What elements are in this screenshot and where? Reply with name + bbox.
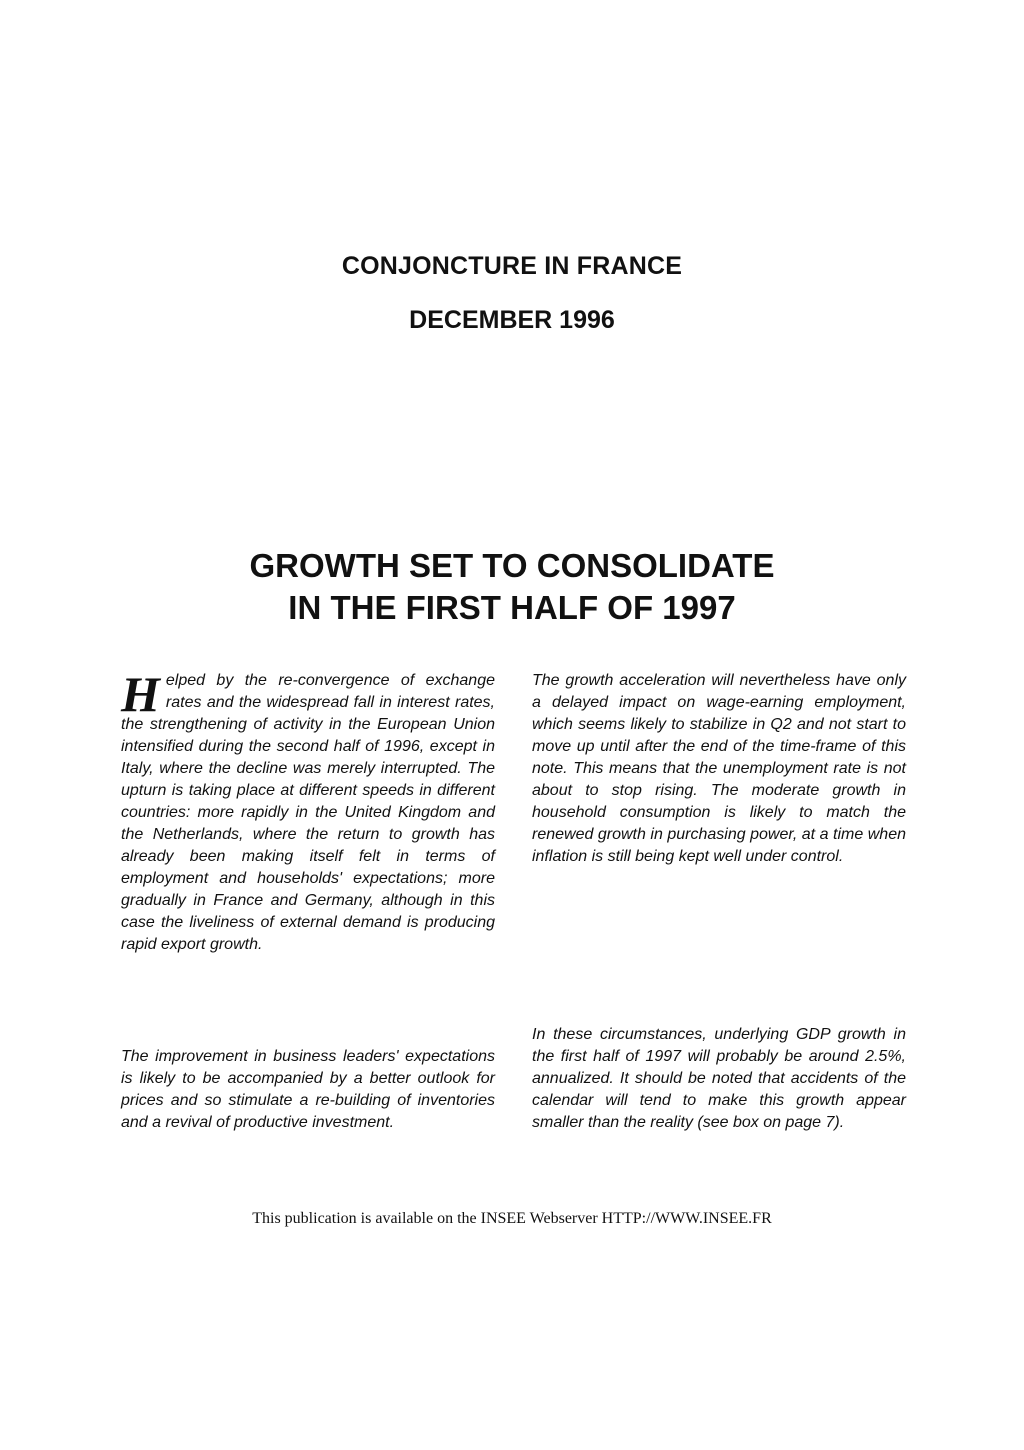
headline-line-1: GROWTH SET TO CONSOLIDATE bbox=[249, 547, 775, 584]
paragraph-gdp-growth: In these circumstances, underlying GDP growth in the first half of 1997 will probably be around 2.5%, annualized. It should be noted that accidents of the calendar will tend to make this growth appear smaller than the reality (see box on page 7). bbox=[532, 1026, 906, 1131]
headline-line-2: IN THE FIRST HALF OF 1997 bbox=[288, 589, 736, 626]
paragraph-employment: The growth acceleration will nevertheless have only a delayed impact on wage-earning employment, which seems likely to stabilize in Q2 and not start to move up until after the end of the time-frame of this note. This means that the unemployment rate is not about to stop rising. The moderate growth in household consumption is likely to match the renewed growth in purchasing power, at a time when inflation is still being kept well under control. bbox=[532, 672, 906, 865]
footer-availability-note: This publication is available on the INSEE Webserver HTTP://WWW.INSEE.FR bbox=[252, 1210, 772, 1227]
drop-cap: H bbox=[121, 666, 160, 722]
publication-date: DECEMBER 1996 bbox=[409, 306, 615, 334]
headline bbox=[0, 545, 1024, 629]
left-column bbox=[121, 666, 495, 956]
right-column bbox=[532, 670, 906, 868]
publication-title: CONJONCTURE IN FRANCE bbox=[341, 252, 683, 280]
paragraph-intro-text: elped by the re-convergence of exchange rates and the widespread fall in interest rates, the strengthening of activity in the European Union intensified during the second half of 1996, except in Italy, where the decline was merely interrupted. The upturn is taking place at different speeds in different countries: more rapidly in the United Kingdom and the Netherlands, where the return to growth has already been making itself felt in terms of employment and households' expectations; more gradually in France and Germany, although in this case the liveliness of external demand is producing rapid export growth. bbox=[121, 672, 495, 953]
paragraph-intro bbox=[121, 666, 495, 956]
paragraph-business-outlook: The improvement in business leaders' expectations is likely to be accompanied by a better outlook for prices and so stimulate a re-building of inventories and a revival of productive investment. bbox=[121, 1048, 495, 1131]
